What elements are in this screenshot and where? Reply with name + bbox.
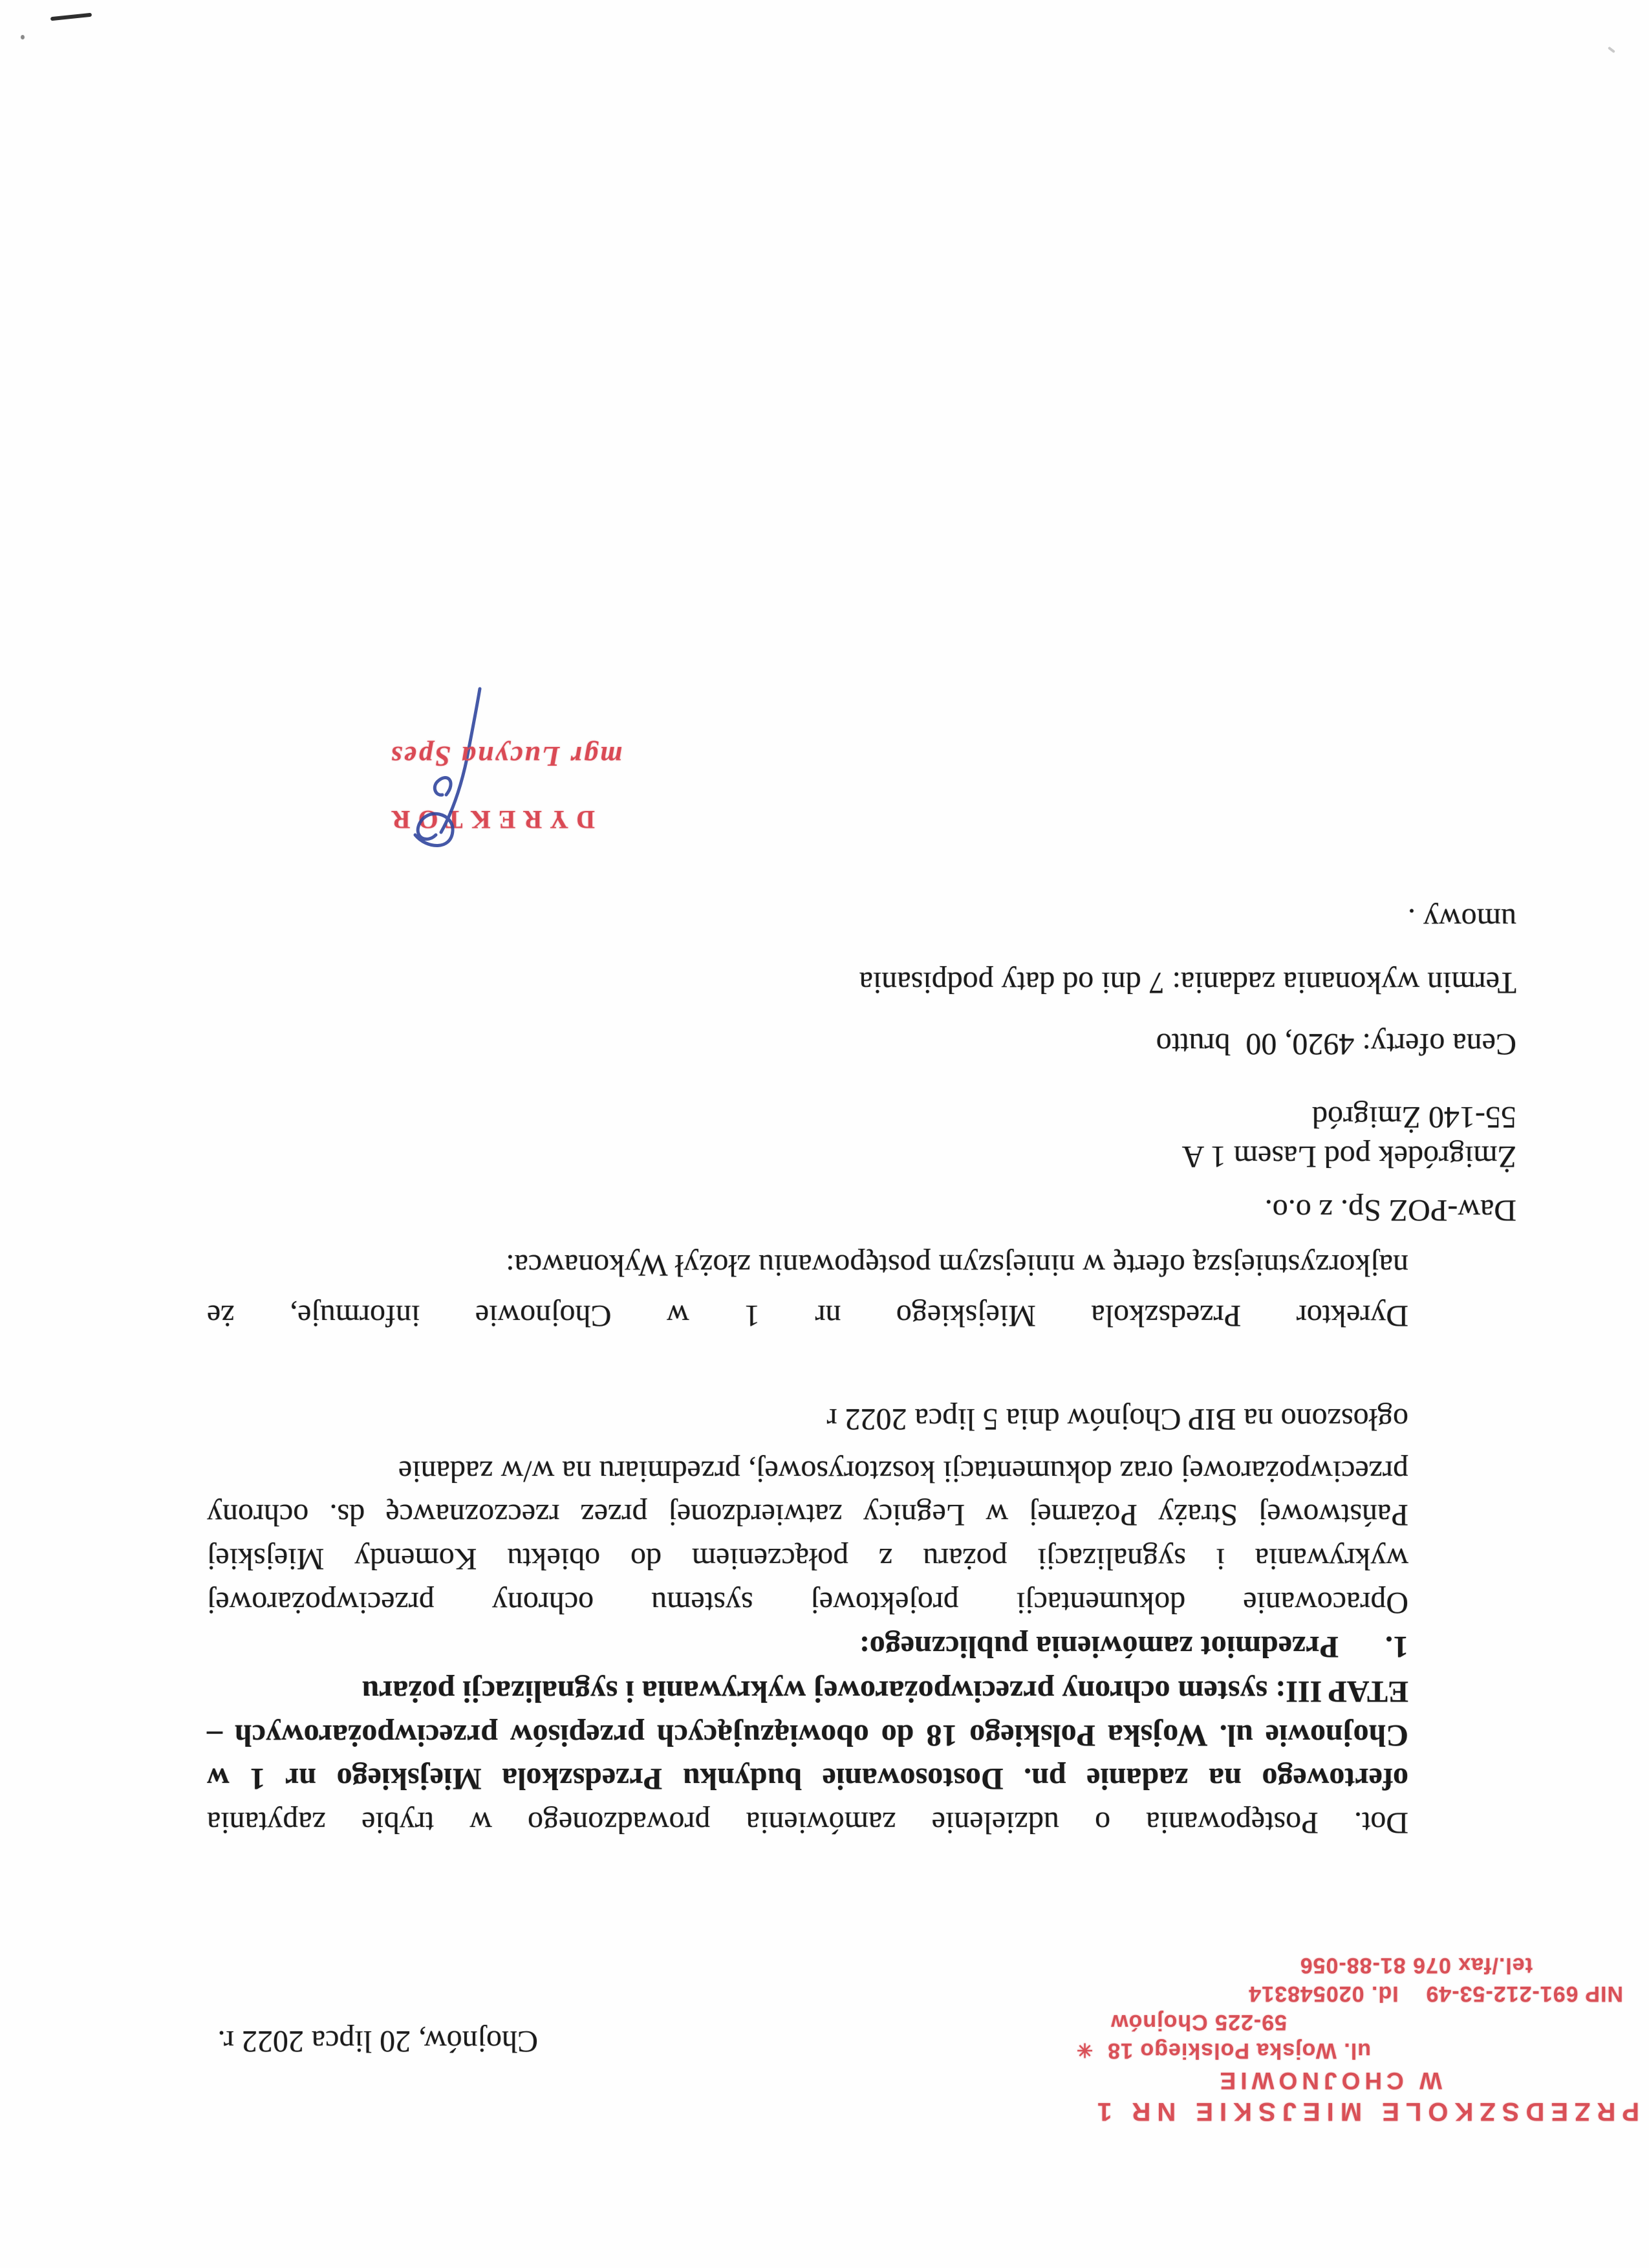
scan-artifact-tick	[1608, 47, 1615, 54]
subject-line-1: Dot. Postępowania o udzielenie zamówienia prowadzonego w trybie zapytania	[207, 1806, 1408, 1840]
institution-stamp	[1018, 1952, 1639, 2126]
stamp-street-line	[1018, 2038, 1371, 2063]
stamp-city-line: W CHOJNOWIE	[1215, 2068, 1442, 2094]
section-body-line-2: wykrywania i sygnalizacji pożaru z połączeniem do obiektu Komendy Miejskiej	[207, 1542, 1408, 1576]
date-line: Chojnów, 20 lipca 2022 r.	[217, 2024, 538, 2058]
contractor-name: Daw-POZ Sp. z o.o.	[1264, 1193, 1516, 1227]
stamp-postal-line: 59-225 Chojnów	[1110, 2010, 1287, 2035]
section-heading: 1. Przedmiot zamówienia publicznego:	[859, 1630, 1408, 1664]
stamp-nip-line: NIP 691-212-53-49 Id. 020548314	[1248, 1982, 1623, 2006]
subject-line-3: Chojnowie ul. Wojska Polskiego 18 do obowiązujących przepisów przeciwpożarowych –	[207, 1718, 1408, 1753]
offer-term-line-1: Termin wykonania zadania: 7 dni od daty podpisania	[859, 966, 1516, 1000]
contractor-address-1: Żmigródek pod Lasem 1 A	[1181, 1139, 1516, 1174]
award-line-1: Dyrektor Przedszkola Miejskiego nr 1 w Chojnowie informuje, że	[207, 1299, 1408, 1333]
subject-line-4: ETAP III: system ochrony przeciwpożarowej wykrywania i sygnalizacji pożaru	[361, 1674, 1408, 1709]
scan-artifact-dash	[50, 13, 92, 21]
stamp-institution-name: PRZEDSZKOLE MIEJSKIE NR 1	[1091, 2097, 1639, 2126]
stamp-flower-mark: ✳	[1076, 2039, 1094, 2060]
section-body-line-1: Opracowanie dokumentacji projektowej systemu ochrony przeciwpożarowej	[207, 1586, 1408, 1620]
director-title-stamp: DYREKTOR	[383, 805, 595, 834]
section-body-line-4: przeciwpożarowej oraz dokumentacji kosztorysowej, przedmiaru na w/w zadanie	[398, 1454, 1408, 1489]
section-body-line-5: ogłoszono na BIP Chojnów dnia 5 lipca 2022 r	[826, 1402, 1408, 1436]
contractor-address-2: 55-140 Żmigród	[1312, 1100, 1516, 1134]
director-name-stamp: mgr Lucyna Spes	[389, 740, 622, 772]
award-line-2: najkorzystniejszą ofertę w niniejszym postępowaniu złożył Wykonawca:	[506, 1248, 1408, 1282]
offer-term-line-2: umowy .	[1408, 902, 1516, 936]
scan-artifact-dot	[21, 35, 25, 39]
stamp-phone-line: tel./fax 076 81-88-056	[1299, 1953, 1533, 1978]
section-body-line-3: Państwowej Straży Pożarnej w Legnicy zatwierdzonej przez rzeczoznawcę ds. ochrony	[207, 1498, 1408, 1532]
subject-line-2: ofertowego na zadanie pn. Dostosowanie budynku Przedszkola Miejskiego nr 1 w	[207, 1762, 1408, 1796]
offer-price-line: Cena oferty: 4920, 00 brutto	[1156, 1027, 1516, 1061]
stamp-street-text: ul. Wojska Polskiego 18	[1107, 2038, 1371, 2063]
